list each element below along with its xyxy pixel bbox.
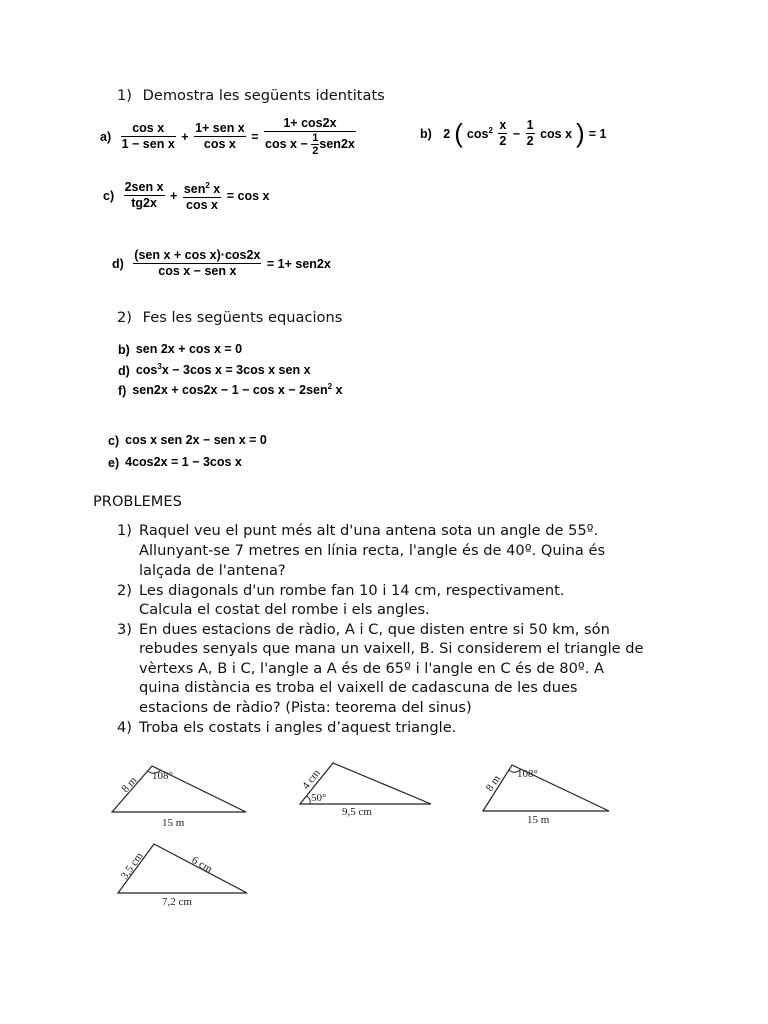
problem-1-number: 1) xyxy=(117,522,132,539)
problem-2-number: 2) xyxy=(117,582,132,599)
problem-4-number: 4) xyxy=(117,719,132,736)
section2-number: 2) xyxy=(117,309,132,326)
section1-number: 1) xyxy=(117,87,132,104)
identity-a-fraction2: $\frac{\text{1+ sen x}}{\text{cos x}}$ xyxy=(195,121,245,151)
triangle-4-side2: 6 cm xyxy=(189,854,215,876)
identity-a-fraction1: $\frac{\text{cos x}}{\text{1 − sen x}}$ xyxy=(121,121,175,151)
triangle-3-side: 8 m xyxy=(483,773,504,794)
identity-b-label: b) xyxy=(420,126,432,141)
section2-title: Fes les següents equacions xyxy=(142,309,343,326)
identity-b: b) 2 ( $\cos^2$ $\frac{x}{2}$ − $\frac{1}{2}$ cos x ) = 1 xyxy=(420,118,607,148)
identity-d: d) $\frac{\text{(sen x + cos x)·cos2x}}{\text{cos x − sen x}}$ = 1+ sen2x xyxy=(112,248,331,278)
identity-a-fraction3: 1+ cos2x cos x − $\frac{1}{2}$ sen2x xyxy=(265,116,355,157)
triangle-1-base: 15 m xyxy=(162,817,185,829)
triangle-diagram-3 xyxy=(481,760,631,834)
identity-a: a) $\frac{\text{cos x}}{\text{1 − sen x}}$ + $\frac{\text{1+ sen x}}{\text{cos x}}$ = 1+ cos2x cos x − $\frac{1}{2}$ sen2x xyxy=(100,116,355,157)
triangle-3-angle: 108° xyxy=(517,768,538,780)
triangle-2-angle: 50° xyxy=(311,792,327,804)
problem-4-line1: Troba els costats i angles d’aquest triangle. xyxy=(139,719,457,736)
problem-1-line3: lalçada de l'antena? xyxy=(139,562,286,579)
identity-a-label: a) xyxy=(100,129,112,144)
problem-3-line1: En dues estacions de ràdio, A i C, que disten entre si 50 km, són xyxy=(139,621,610,638)
section2-heading xyxy=(117,308,342,328)
problem-1-line1: Raquel veu el punt més alt d'una antena sota un angle de 55º. xyxy=(139,522,599,539)
triangle-4-base: 7,2 cm xyxy=(162,896,192,908)
triangle-1-angle: 108° xyxy=(152,770,173,782)
equation-e: e) 4cos2x = 1 − 3cos x xyxy=(108,455,242,470)
section1-heading xyxy=(117,86,385,106)
problem-3-line2: rebudes senyals que mana un vaixell, B. Si considerem el triangle de xyxy=(139,640,644,657)
problem-2-line1: Les diagonals d'un rombe fan 10 i 14 cm, respectivament. xyxy=(139,582,565,599)
problem-3-line5: estacions de ràdio? (Pista: teorema del sinus) xyxy=(139,699,472,716)
equation-c: c) cos x sen 2x − sen x = 0 xyxy=(108,433,267,448)
identity-c: c) $\frac{\text{2sen x}}{tg2x}$ + $\frac{sen^2 x}{\text{cos x}}$ = cos x xyxy=(103,178,271,213)
section1-title: Demostra les següents identitats xyxy=(142,87,385,104)
identity-d-label: d) xyxy=(112,256,124,271)
problem-3-number: 3) xyxy=(117,621,132,638)
equation-b: b) sen 2x + cos x = 0 xyxy=(118,342,243,357)
triangle-diagram-4 xyxy=(116,842,256,916)
equation-d: d) $\cos^3x - 3\cos$ x = 3cos x sen x xyxy=(118,362,311,378)
problem-2-line2: Calcula el costat del rombe i els angles. xyxy=(139,601,430,618)
triangle-diagram-2 xyxy=(298,760,438,824)
triangle-4-side1: 3,5 cm xyxy=(118,850,146,882)
identity-c-label: c) xyxy=(103,188,115,203)
problem-1-line2: Allunyant-se 7 metres en línia recta, l'angle és de 40º. Quina és xyxy=(139,542,606,559)
triangle-diagram-1 xyxy=(110,760,260,834)
triangle-2-base: 9,5 cm xyxy=(342,806,372,818)
triangle-1-side: 8 m xyxy=(119,774,140,796)
triangle-2-side: 4 cm xyxy=(299,767,323,792)
triangle-3-base: 15 m xyxy=(527,814,550,826)
problem-3-line4: quina distància es troba el vaixell de cadascuna de les dues xyxy=(139,679,578,696)
equation-f: f) sen2x + cos2x − 1 − cos x − 2sen$^2$ x xyxy=(118,382,343,398)
problems-title: PROBLEMES xyxy=(93,493,182,510)
problem-3-line3: vèrtexs A, B i C, l'angle a A és de 65º i l'angle en C és de 80º. A xyxy=(139,660,604,677)
